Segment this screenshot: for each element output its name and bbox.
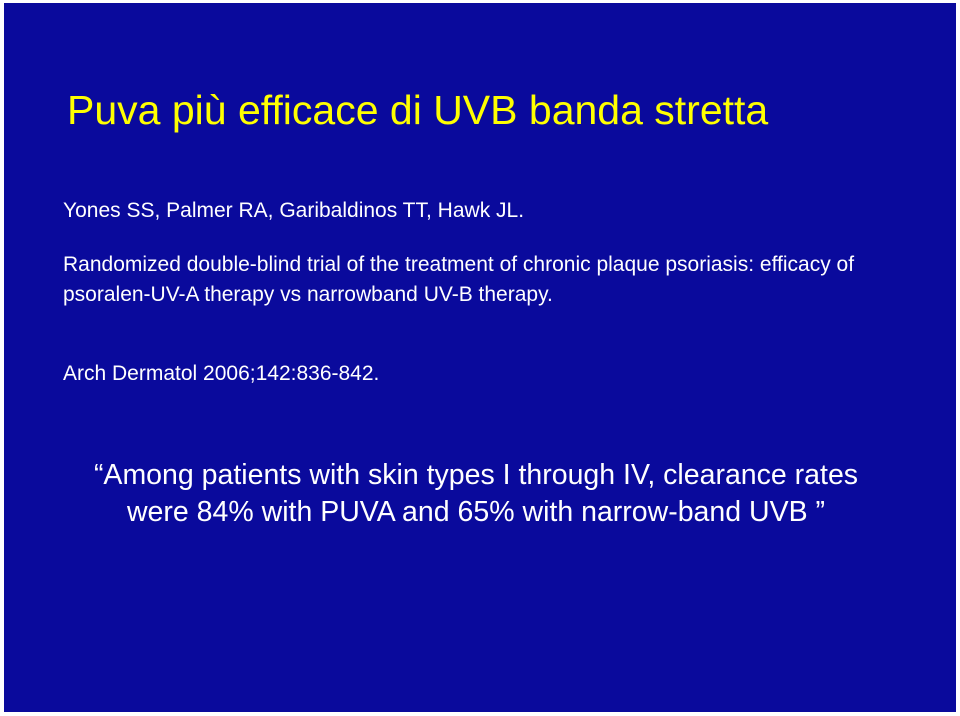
reference-journal: Arch Dermatol 2006;142:836-842. <box>63 362 380 385</box>
slide-title: Puva più efficace di UVB banda stretta <box>67 87 769 133</box>
reference-article-title: Randomized double-blind trial of the treatment of chronic plaque psoriasis: efficacy of psoralen-UV-A therapy vs narrowband UV-B therapy. <box>63 253 855 306</box>
slide <box>4 3 956 712</box>
reference-authors: Yones SS, Palmer RA, Garibaldinos TT, Hawk JL. <box>63 199 525 222</box>
conclusion-quote: “Among patients with skin types I through IV, clearance rates were 84% with PUVA and 65% with narrow-band UVB ” <box>93 459 859 528</box>
